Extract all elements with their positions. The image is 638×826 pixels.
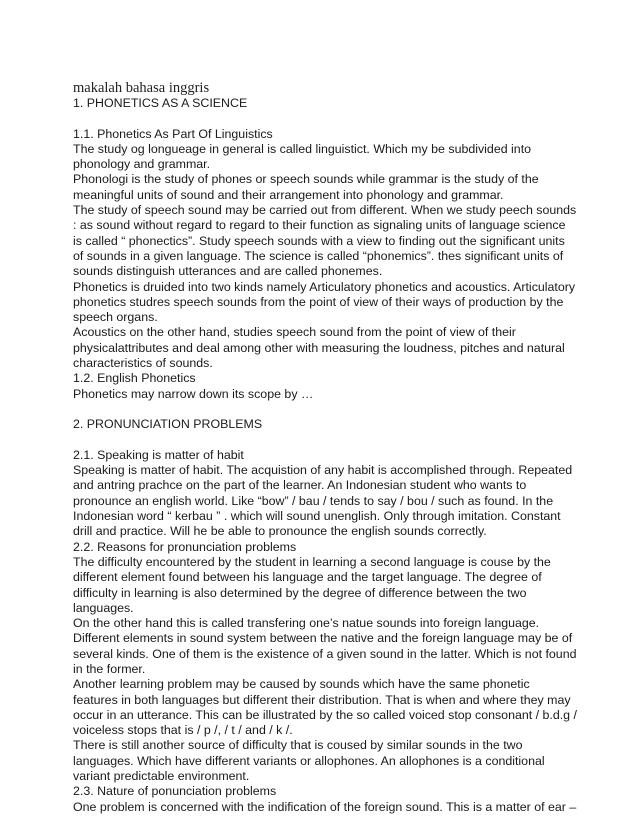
text-line: One problem is concerned with the indification of the foreign sound. This is a matter of ear – [73, 799, 577, 814]
text-line: speech organs. [73, 310, 158, 325]
text-line: features in both languages but different their distribution. That is when and where they may [73, 692, 571, 707]
text-line: 2.2. Reasons for pronunciation problems [73, 539, 297, 554]
text-line: The study of speech sound may be carried out from different. When we study peech sounds [73, 203, 577, 218]
text-line: 2. PRONUNCIATION PROBLEMS [73, 417, 263, 432]
text-line: pronounce an english world. Like “bow” / bau / tends to say / bou / such as found. In the [73, 493, 554, 508]
text-line: There is still another source of difficulty that is coused by similar sounds in the two [73, 738, 523, 753]
text-line: Phonetics is druided into two kinds namely Articulatory phonetics and acoustics. Articulatory [73, 279, 576, 294]
text-line: phonetics studres speech sounds from the point of view of their ways of production by the [73, 294, 564, 309]
text-line: is called “ phonectics”. Study speech sounds with a view to finding out the significant units [73, 233, 565, 248]
text-line: meaningful units of sound and their arrangement into phonology and grammar. [73, 187, 504, 202]
text-line: sounds distinguish utterances and are called phonemes. [73, 264, 383, 279]
text-line: phonology and grammar. [73, 157, 211, 172]
text-line: Acoustics on the other hand, studies speech sound from the point of view of their [73, 325, 516, 340]
text-line: Different elements in sound system between the native and the foreign language may be of [73, 631, 573, 646]
blank-line [73, 111, 573, 126]
text-line: 1. PHONETICS AS A SCIENCE [73, 96, 248, 110]
text-line: languages. [73, 600, 134, 615]
document-text [73, 96, 577, 815]
text-line: On the other hand this is called transfering one’s natue sounds into foreign language. [73, 616, 540, 631]
text-line: : as sound without regard to regard to their function as signaling units of language science [73, 218, 566, 233]
text-line: different element found between his language and the target language. The degree of [73, 570, 542, 585]
text-line: languages. Which have different variants or allophones. An allophones is a conditional [73, 753, 545, 768]
text-line: Speaking is matter of habit. The acquistion of any habit is accomplished through. Repeated [73, 463, 573, 478]
text-line: Another learning problem may be caused by sounds which have the same phonetic [73, 677, 530, 692]
text-line: 2.1. Speaking is matter of habit [73, 447, 244, 462]
document-title: makalah bahasa inggris [73, 80, 210, 96]
text-line: Phonologi is the study of phones or speech sounds while grammar is the study of the [73, 172, 539, 187]
text-line: drill and practice. Will he be able to pronounce the english sounds correctly. [73, 524, 487, 539]
text-line: several kinds. One of them is the existence of a given sound in the latter. Which is not found [73, 646, 577, 661]
text-line: characteristics of sounds. [73, 356, 213, 371]
text-line: 2.3. Nature of ponunciation problems [73, 784, 277, 799]
blank-line [73, 402, 573, 417]
text-line: variant predictable environment. [73, 769, 250, 784]
text-line: Indonesian word “ kerbau ” . which will sound unenglish. Only through imitation. Constant [73, 509, 561, 524]
text-line: Phonetics may narrow down its scope by … [73, 386, 314, 401]
text-line: The study og longueage in general is called linguistict. Which my be subdivided into [73, 141, 532, 156]
document-body [73, 80, 577, 815]
text-line: voiceless stops that is / p /, / t / and / k /. [73, 723, 293, 738]
text-line: The difficulty encountered by the student in learning a second language is couse by the [73, 554, 551, 569]
text-line: physicalattributes and deal among other with measuring the loudness, pitches and natural [73, 340, 565, 355]
text-line: and antring prachce on the part of the learner. An Indonesian student who wants to [73, 478, 527, 493]
text-line: difficulty in learning is also determined by the degree of difference between the two [73, 585, 527, 600]
text-line: occur in an utterance. This can be illustrated by the so called voiced stop consonant / b.d.g / [73, 707, 577, 722]
blank-line [73, 433, 573, 448]
text-line: 1.2. English Phonetics [73, 371, 196, 386]
text-line: of sounds in a given language. The science is called “phonemics”. thes significant units of [73, 248, 564, 263]
text-line: 1.1. Phonetics As Part Of Linguistics [73, 126, 273, 141]
text-line: in the former. [73, 661, 146, 676]
